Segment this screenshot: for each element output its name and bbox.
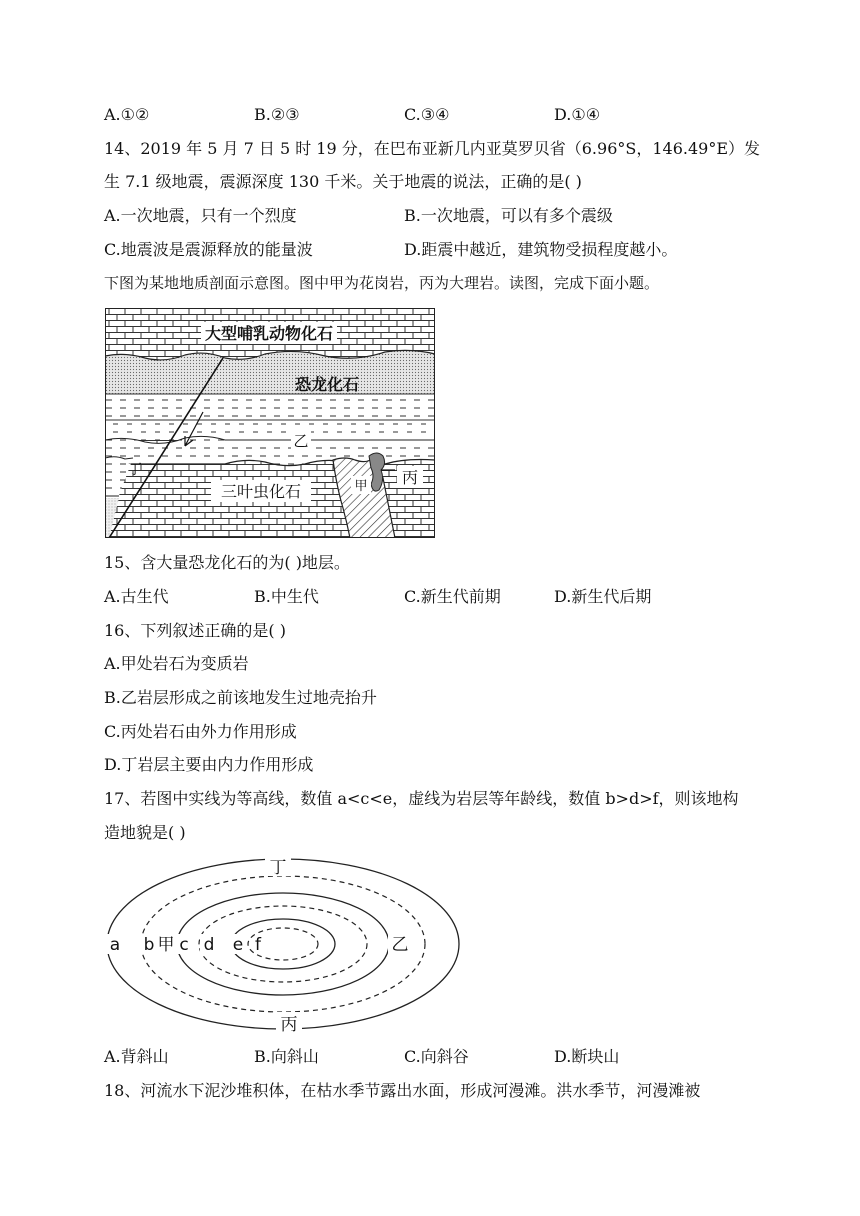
q13-option-b: B.②③ — [254, 105, 300, 124]
label-f: f — [255, 935, 261, 955]
q18-stem-line1: 18、河流水下泥沙堆积体，在枯水季节露出水面，形成河漫滩。洪水季节，河漫滩被 — [104, 1081, 701, 1100]
q17-stem-line1: 17、若图中实线为等高线，数值 a<c<e，虚线为岩层等年龄线，数值 b>d>f，则该地构 — [104, 789, 739, 808]
label-e: e — [232, 935, 244, 955]
q14-option-c: C.地震波是震源释放的能量波 — [104, 240, 313, 259]
label-jia: 甲 — [354, 479, 368, 494]
q14-option-a: A.一次地震，只有一个烈度 — [104, 206, 297, 225]
contour-e — [231, 919, 335, 969]
q16-option-c: C.丙处岩石由外力作用形成 — [104, 722, 297, 741]
q16-stem: 16、下列叙述正确的是( ) — [104, 621, 286, 640]
q15-option-a: A.古生代 — [104, 587, 169, 606]
label-c: c — [179, 935, 189, 955]
q14-stem-line2: 生 7.1 级地震，震源深度 130 千米。关于地震的说法，正确的是( ) — [104, 172, 582, 191]
label-b: b — [143, 935, 155, 955]
q16-option-a: A.甲处岩石为变质岩 — [104, 654, 249, 673]
label-jia: 甲 — [157, 935, 175, 955]
q14-option-d: D.距震中越近，建筑物受损程度越小。 — [404, 240, 678, 259]
shale-layer-lower — [105, 420, 435, 440]
q13-option-c: C.③④ — [404, 105, 450, 124]
label-bing: 丙 — [401, 468, 419, 487]
q15-option-b: B.中生代 — [254, 587, 319, 606]
q13-option-a: A.①② — [104, 105, 150, 124]
contour-isochron-diagram — [100, 848, 480, 1048]
label-yi: 乙 — [391, 935, 409, 955]
label-dinosaur-fossil: 恐龙化石 — [294, 375, 360, 394]
q17-stem-line2: 造地貌是( ) — [104, 823, 186, 842]
label-d: d — [203, 935, 215, 955]
q17-option-b: B.向斜山 — [254, 1047, 319, 1066]
label-mammal-fossil: 大型哺乳动物化石 — [204, 324, 334, 343]
q15-stem: 15、含大量恐龙化石的为( )地层。 — [104, 553, 350, 572]
q13-option-d: D.①④ — [554, 105, 601, 124]
q14-stem-line1: 14、2019 年 5 月 7 日 5 时 19 分，在巴布亚新几内亚莫罗贝省（6.96°S，146.49°E）发 — [104, 139, 761, 158]
q17-option-d: D.断块山 — [554, 1047, 620, 1066]
q16-option-b: B.乙岩层形成之前该地发生过地壳抬升 — [104, 688, 377, 707]
q14-option-b: B.一次地震，可以有多个震级 — [404, 206, 613, 225]
label-a: a — [109, 935, 121, 955]
figure-intro: 下图为某地地质剖面示意图。图中甲为花岗岩，丙为大理岩。读图，完成下面小题。 — [104, 274, 660, 292]
geologic-cross-section — [105, 308, 435, 538]
label-trilobite-fossil: 三叶虫化石 — [220, 482, 302, 501]
label-yi: 乙 — [293, 432, 309, 450]
label-ding: 丁 — [269, 858, 287, 878]
q16-option-d: D.丁岩层主要由内力作用形成 — [104, 755, 314, 774]
label-bing: 丙 — [280, 1015, 298, 1035]
label-ding: 丁 — [128, 462, 142, 478]
q17-option-a: A.背斜山 — [104, 1047, 169, 1066]
q15-option-c: C.新生代前期 — [404, 587, 501, 606]
q17-option-c: C.向斜谷 — [404, 1047, 469, 1066]
shale-layer-upper — [105, 394, 435, 420]
isochron-d — [199, 906, 367, 982]
q15-option-d: D.新生代后期 — [554, 587, 652, 606]
